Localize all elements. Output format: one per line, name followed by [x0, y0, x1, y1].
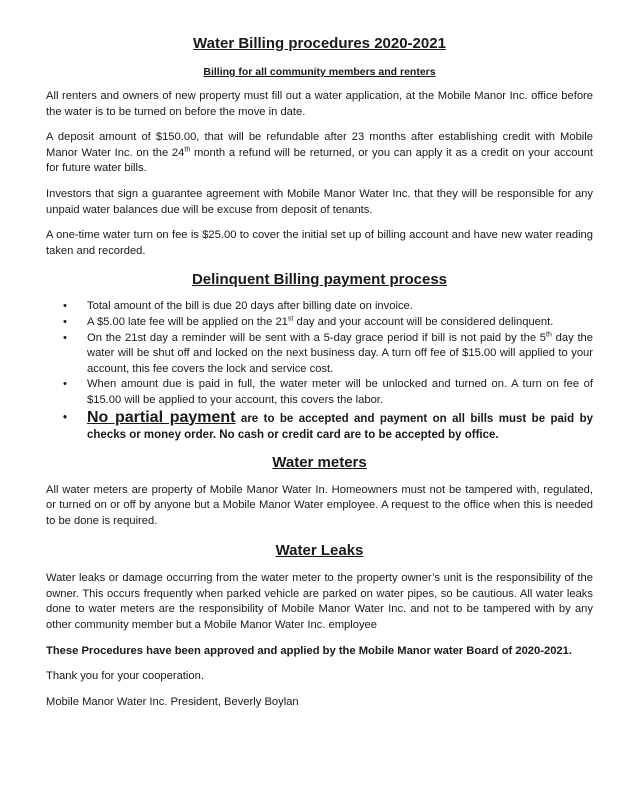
bullet-text: are to be accepted and payment on all bills must be paid by checks or money order. No cash or credit card are to be accepted by office. — [87, 412, 594, 441]
document-subtitle: Billing for all community members and renters — [203, 66, 436, 78]
paragraph-turn-on-fee: A one-time water turn on fee is $25.00 to cover the initial set up of billing account and have new water reading taken and recorded. — [46, 229, 593, 257]
bullet-text: When amount due is paid in full, the water meter will be unlocked and turned on. A turn on fee of $15.00 will be applied to your account, this covers the labor. — [87, 378, 593, 406]
paragraph-water-leaks: Water leaks or damage occurring from the water meter to the property owner’s unit is the responsibility of the owner. This occurs frequently when parked vehicle are parked on water pipes, so be cautious. All water leaks done to water meters are the responsibility of Mobile Manor Water Inc. and not to be tampered with by any other community member but a Mobile Manor Water Inc. employee — [46, 572, 593, 632]
bullet-text-b: day and your account will be considered delinquent. — [293, 315, 554, 328]
bullet-text-b: day the water will be shut off and locked on the next business day. A turn off fee of $15.00 will applied to your account, this fee covers the lock and service cost. — [87, 331, 593, 375]
list-item — [63, 331, 593, 378]
deposit-text-a: A deposit amount of $150.00, that will be refundable after 23 months after establishing credit with Mobile Manor Water Inc. on the 24 — [46, 131, 593, 159]
bullet-superscript: st — [287, 315, 294, 323]
bullet-superscript: th — [546, 330, 552, 338]
bullet-icon: • — [63, 411, 68, 424]
bullet-text-a: On the 21st day a reminder will be sent with a 5-day grace period if bill is not paid by the 5 — [87, 331, 547, 344]
list-item — [63, 410, 593, 443]
deposit-text-b: month a refund will be returned, or you can apply it as a credit on your account for future water bills. — [46, 146, 594, 175]
paragraph-deposit — [46, 130, 593, 177]
list-item — [63, 377, 593, 408]
delinquent-list — [46, 299, 593, 442]
deposit-superscript: th — [184, 146, 191, 154]
heading-delinquent: Delinquent Billing payment process — [191, 271, 448, 289]
thanks-line: Thank you for your cooperation. — [46, 670, 204, 683]
list-item — [63, 299, 593, 315]
no-partial-payment-emphasis: No partial payment — [87, 408, 236, 426]
heading-water-leaks: Water Leaks — [275, 542, 364, 560]
bullet-text-a: A $5.00 late fee will be applied on the 21 — [87, 315, 288, 328]
list-item — [63, 315, 593, 331]
approval-statement: These Procedures have been approved and applied by the Mobile Manor water Board of 2020-2021. — [46, 644, 572, 657]
document-title: Water Billing procedures 2020-2021 — [193, 35, 446, 52]
signature-line: Mobile Manor Water Inc. President, Beverly Boylan — [46, 695, 299, 708]
bullet-icon: • — [63, 378, 67, 391]
heading-water-meters: Water meters — [272, 453, 367, 471]
bullet-text: Total amount of the bill is due 20 days after billing date on invoice. — [87, 300, 413, 313]
bullet-icon: • — [63, 315, 67, 328]
paragraph-application: All renters and owners of new property must fill out a water application, at the Mobile Manor Inc. office before the water is to be turned on before the move in date. — [46, 90, 593, 118]
bullet-icon: • — [63, 300, 67, 313]
paragraph-investors: Investors that sign a guarantee agreement with Mobile Manor Water Inc. that they will be responsible for any unpaid water balances due will be excuse from deposit of tenants. — [46, 187, 593, 216]
bullet-icon: • — [63, 331, 67, 344]
paragraph-water-meters: All water meters are property of Mobile Manor Water In. Homeowners must not be tampered with, regulated, or turned on or off by anyone but a Mobile Manor Water employee. A request to the office when this is needed to be done is required. — [46, 483, 593, 527]
